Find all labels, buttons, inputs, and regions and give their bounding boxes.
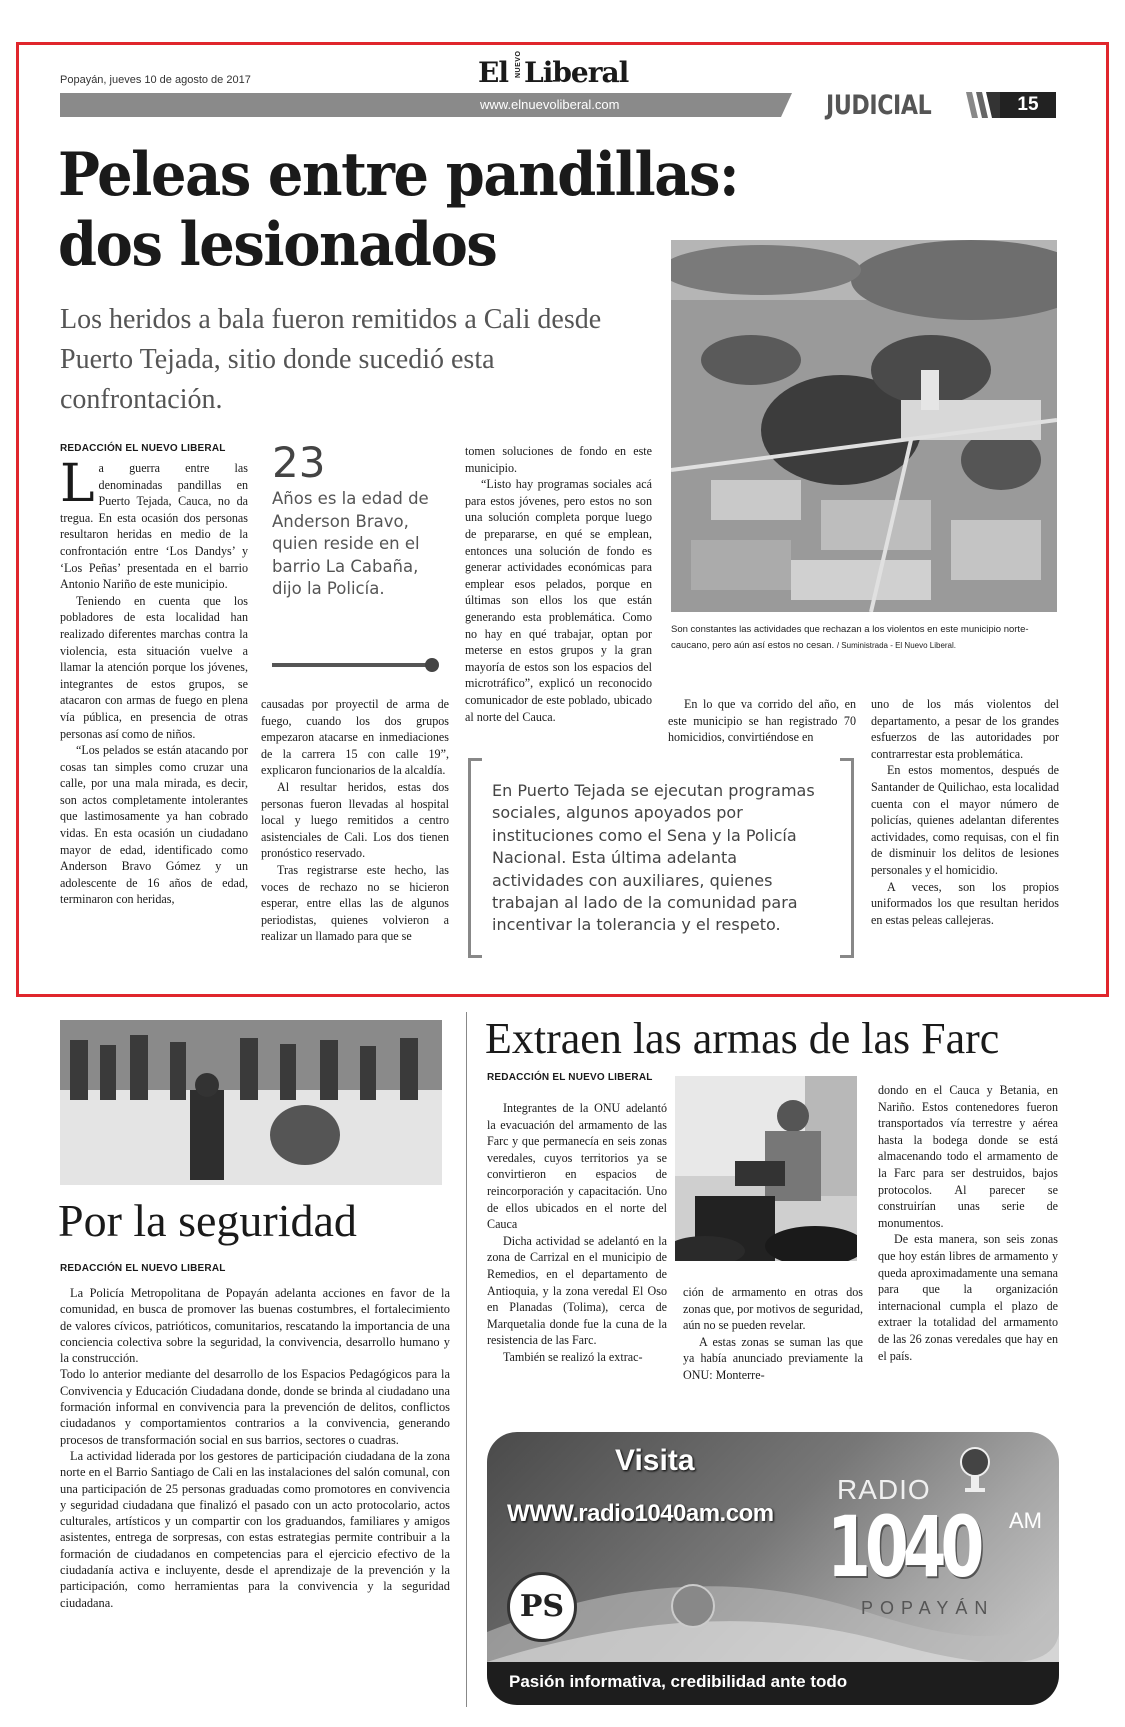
ad-am: AM — [1009, 1508, 1042, 1533]
main-headline-line1: Peleas entre pandillas: — [58, 140, 739, 210]
dropcap: L — [60, 460, 95, 514]
ad-visita: Visita — [615, 1444, 695, 1477]
farc-headline: Extraen las armas de las Farc — [485, 1014, 1000, 1063]
main-col3-p2: “Listo hay programas sociales acá para estos jóvenes, pero estos no son una solución completa porque luego de prepararse, en qué se emplean, entonces una solución de fondo es generar actividades económicas para emplear esos pelados, porque en últimas son ellos los que están generando esta problemática. Como no hay en qué trabajar, optan por meterse en estos grupos y la gran mayoría de estos son los espacios del microtráfico”, explicó un reconocido comunicador de este poblado, ubicado al norte del Cauca. — [465, 477, 652, 724]
ad-radio: RADIO — [837, 1474, 931, 1505]
un-event-photo — [675, 1076, 857, 1261]
ceremony-photo — [60, 1020, 442, 1185]
main-col1-p3: “Los pelados se están atacando por cosas tan simples como cruzar una calle, por una mala mirada, es decir, son actos completamente intolerantes que lastimosamente ya han cobrado vidas. En esta ocasión un ciudadano mayor de edad, identificado como Anderson Bravo Gómez y un adolescente de 16 años de edad, terminaron con heridas, — [60, 743, 248, 907]
ad-city: POPAYÁN — [861, 1598, 995, 1618]
factbox-text: Años es la edad de Anderson Bravo, quien reside en el barrio La Cabaña, dijo la Policía. — [272, 489, 429, 598]
farc-col1-p1: Integrantes de la ONU adelantó la evacuación del armamento de las Farc y que permanecía en seis zonas veredales, cuyos territorios ya se convirtieron en espacios de reincorporación y capacitación. Uno de ellos ubicados en el norte del Cauca — [487, 1101, 667, 1232]
main-column-3 — [465, 443, 652, 748]
factbox-number: 23 — [272, 438, 326, 487]
masthead-logo — [478, 50, 640, 92]
main-col5-p1: uno de los más violentos del departamento, a pesar de los grandes esfuerzos de las autoridades por contrarrestar esta problemática. — [871, 697, 1059, 761]
caption-text: Son constantes las actividades que rechazan a los violentos en este municipio norte-caucano, pero aún así estos no cesan. — [671, 624, 1029, 651]
farc-column-2 — [683, 1284, 863, 1416]
factbox-rule — [272, 663, 427, 667]
main-column-1 — [60, 460, 248, 968]
factbox — [272, 438, 436, 668]
section-stripes-icon — [960, 92, 1000, 118]
page-number: 15 — [1000, 92, 1056, 118]
main-headline — [58, 140, 738, 280]
farc-column-3 — [878, 1082, 1058, 1416]
main-headline-line2: dos lesionados — [58, 210, 497, 280]
main-col1-p2: Teniendo en cuenta que los pobladores de esta localidad han realizado diferentes marchas contra la violencia, esta situación vuelve a llamar la atención porque los jóvenes, integrantes de estos grupos, se atacaron con armas de fuego en plena vía pública, en presencia de otras personas así como de niños. — [60, 593, 248, 741]
caption-credit: / Suministrada - El Nuevo Liberal. — [836, 641, 957, 650]
farc-byline: REDACCIÓN EL NUEVO LIBERAL — [487, 1072, 653, 1083]
main-col5-p3: A veces, son los propios uniformados los que resultan heridos en estas peleas callejeras. — [871, 879, 1059, 927]
main-subhead: Los heridos a bala fueron remitidos a Cali desde Puerto Tejada, sitio donde sucedió esta confrontación. — [60, 304, 602, 415]
header-bar — [60, 93, 792, 117]
main-col1-p1: a guerra entre las denominadas pandillas en Puerto Tejada, Cauca, no da tregua. En esta ocasión dos personas resultaron heridas en medio de la confrontación entre ‘Los Dandys’ y ‘Los Peñas’ presentada en el barrio Antonio Nariño de este municipio. — [60, 461, 248, 592]
farc-column-1 — [487, 1100, 667, 1416]
seguridad-body — [60, 1285, 450, 1710]
farc-col1-p2: Dicha actividad se adelantó en la zona de Carrizal en el municipio de Remedios, en el departamento de Antioquia, y la zona veredal El Oso en Planadas (Tolima), cerca de Marquetalia donde fue la cuna de la resistencia de las Farc. — [487, 1233, 667, 1348]
seguridad-byline: REDACCIÓN EL NUEVO LIBERAL — [60, 1263, 226, 1274]
main-col2-p1: causadas por proyectil de arma de fuego, cuando los dos grupos empezaron atacarse en inmediaciones de la carrera 15 con calle 19”, explicaron funcionarios de la alcaldía. — [261, 697, 449, 778]
farc-col1-p3: También se realizó la extrac- — [503, 1349, 643, 1364]
seguridad-p2: Todo lo anterior mediante del desarrollo de los Espacios Pedagógicos para la Convivencia y Educación Ciudadana donde, donde se brinda al ciudadano una formación informal en convivencia para la prevención de delitos, conflictos ciudadanos y comportamientos contrarios a la convivencia, generando procesos de transformación social en sus barrios, sectores o cuadras. — [60, 1367, 450, 1447]
photo-caption — [671, 622, 1059, 654]
factbox-dot — [425, 658, 439, 672]
logo-liberal: Liberal — [524, 56, 629, 89]
section-label: JUDICIAL — [826, 90, 932, 121]
farc-col3-p1: dondo en el Cauca y Betania, en Nariño. Estos contenedores fueron transportados vía terrestre y aérea hasta la bodega donde se está almacenando todo el armamento de la Farc para ser destruidos, bajos protocolos. Al parecer se construirían unas serie de monumentos. — [878, 1083, 1058, 1230]
issue-date: Popayán, jueves 10 de agosto de 2017 — [60, 74, 251, 86]
pullquote-bracket-right — [840, 758, 854, 958]
farc-col2-p1: ción de armamento en otras dos zonas que, por motivos de seguridad, aún no se pueden revelar. — [683, 1285, 863, 1333]
ad-slogan: Pasión informativa, credibilidad ante todo — [509, 1672, 848, 1691]
main-column-2 — [261, 696, 449, 968]
pullquote: En Puerto Tejada se ejecutan programas sociales, algunos apoyados por instituciones como el Sena y la Policía Nacional. Esta última adelanta actividades con auxiliares, quienes trabajan al lado de la comunidad para incentivar la tolerancia y el respeto. — [492, 781, 815, 935]
main-col5-p2: En estos momentos, después de Santander de Quilichao, esta localidad cuenta con el mayor número de policías, quienes adelantan diferentes actividades, como requisas, con el fin de disminuir los delitos de lesiones personales y el homicidio. — [871, 763, 1059, 877]
main-col4-p1: En lo que va corrido del año, en este municipio se han registrado 70 homicidios, convirtiéndose en — [668, 697, 856, 745]
main-col2-p3: Tras registrarse este hecho, las voces de rechazo no se hicieron esperar, entre ellas las de algunos periodistas, quienes volvieron a realizar un llamado para que se — [261, 862, 449, 944]
ad-circle-icon — [671, 1584, 715, 1628]
ps-logo-text: PS — [519, 1589, 565, 1624]
pullquote-bracket-left — [468, 758, 482, 958]
seguridad-p3: La actividad liderada por los gestores de participación ciudadana de la zona norte en el Barrio Santiago de Cali en las instalaciones del salón comunal, con una participación de 25 personas graduadas como promotores en convivencia y seguridad ciudadana que finalizó el pasado con un acto protocolario, actos culturales, artísticos y un compartir con los graduandos, familiares y amigos asistentes, entrega de sorpresas, con estas estrategias permite contribuir a la formación de ciudadanos en competencias para el ejercicio efectivo de la ciudadanía activa e incluyente, desde el aprendizaje de la prevención y la participación, como herramientas para la convivencia y la seguridad ciudadana. — [60, 1448, 450, 1610]
ps-logo — [507, 1572, 577, 1642]
ad-frequency: 1040 — [827, 1498, 979, 1596]
main-column-5 — [871, 696, 1059, 968]
main-column-4 — [668, 696, 856, 752]
ad-mic-icon — [957, 1446, 993, 1494]
column-divider — [466, 1012, 467, 1707]
farc-col2-p2: A estas zonas se suman las que ya había anunciado previamente la ONU: Monterre- — [683, 1334, 863, 1382]
main-col3-p1: tomen soluciones de fondo en este municipio. — [465, 444, 652, 475]
ad-url: WWW.radio1040am.com — [507, 1500, 774, 1527]
logo-el: El — [478, 56, 508, 89]
radio-ad — [487, 1432, 1059, 1705]
farc-col3-p2: De esta manera, son seis zonas que hoy están libres de armamento y queda aproximadamente una semana para que la organización internacional cumpla el plazo de extraer la totalidad del armamento de las 26 zonas veredales que hay en el país. — [878, 1232, 1058, 1363]
logo-nuevo: NUEVO — [515, 50, 522, 78]
website-url: www.elnuevoliberal.com — [480, 97, 620, 112]
seguridad-p1: La Policía Metropolitana de Popayán adelanta acciones en favor de la comunidad, en busca de promover las buenas costumbres, el fortalecimiento de valores cívicos, patrióticos, comunitarios, rescatando la importancia de una conciencia colectiva sobre la seguridad, la convivencia, desarrollo humano y la construcción. — [60, 1286, 450, 1366]
main-col2-p2: Al resultar heridos, estas dos personas fueron llevadas al hospital local y luego remitidos a centro asistenciales de Cali. Los dos tienen pronóstico reservado. — [261, 779, 449, 861]
aerial-town-photo — [671, 240, 1057, 612]
main-byline: REDACCIÓN EL NUEVO LIBERAL — [60, 443, 226, 454]
seguridad-headline: Por la seguridad — [58, 1195, 357, 1246]
